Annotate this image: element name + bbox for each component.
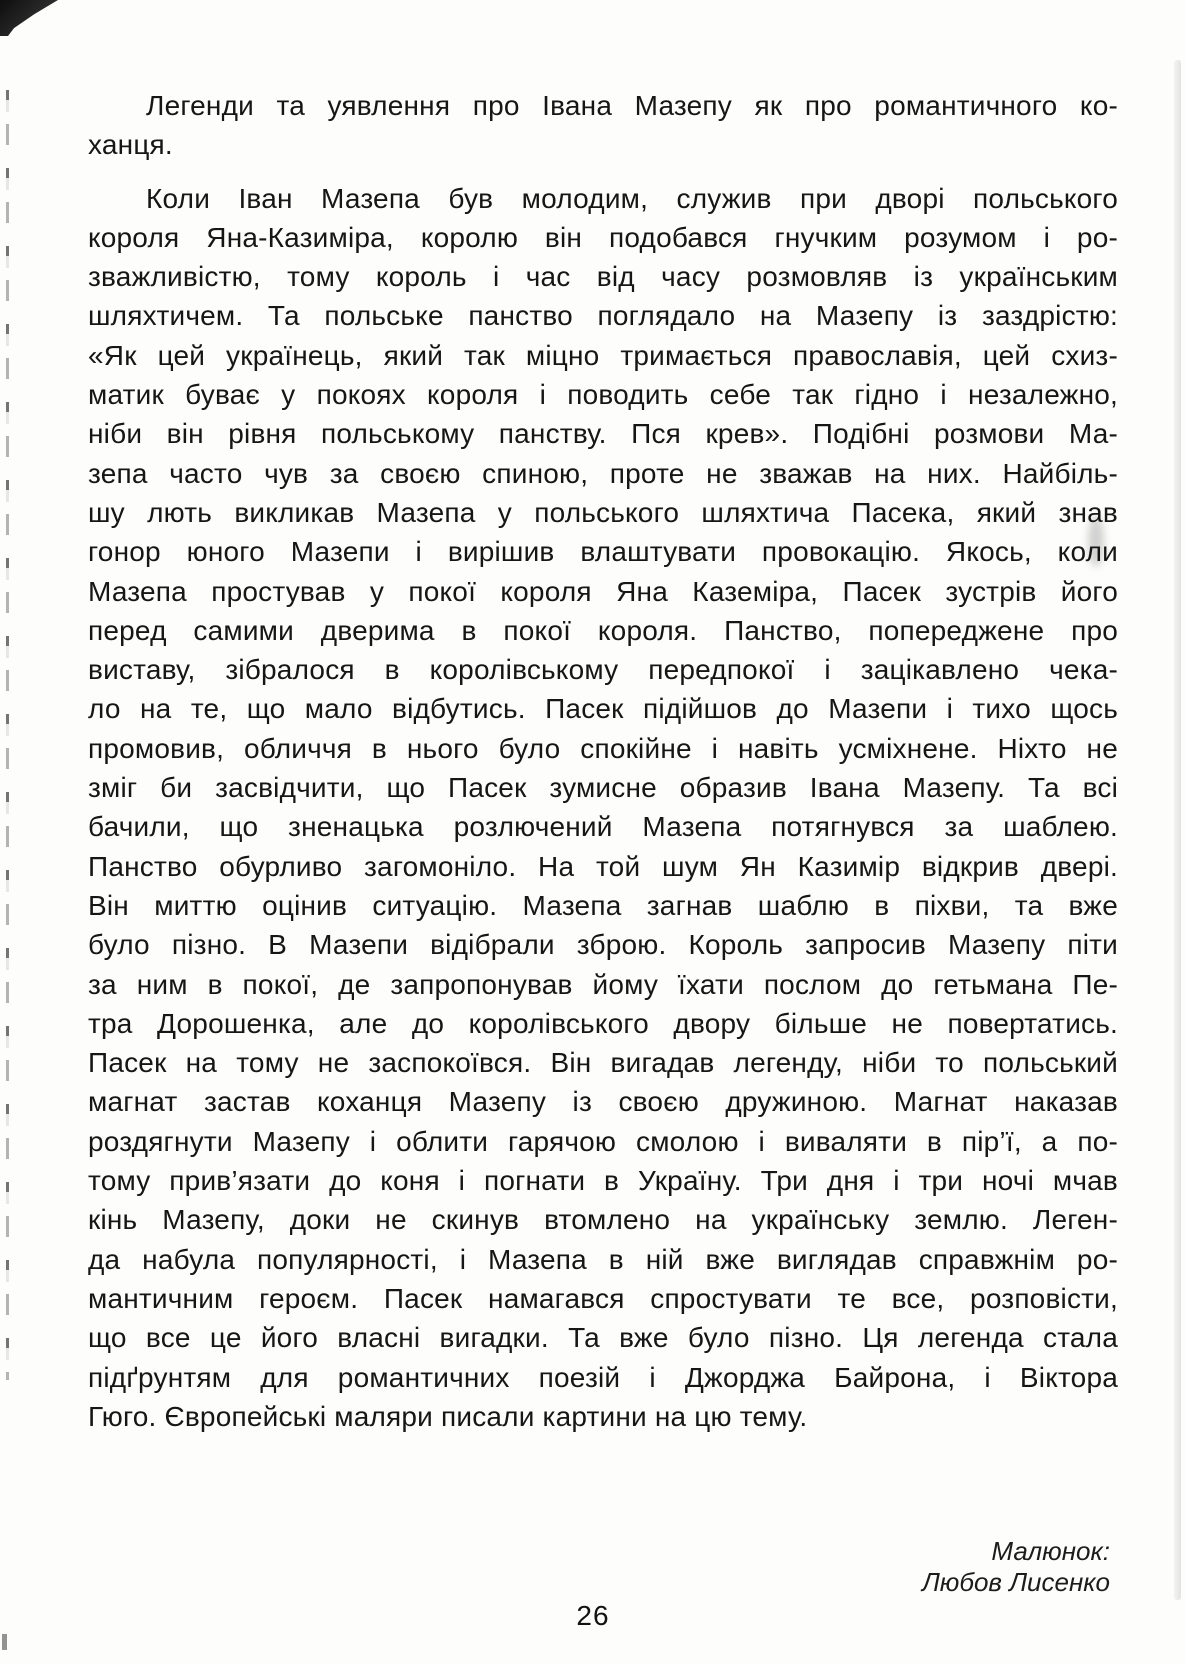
text-line: Мазепа простував у покої короля Яна Каземіра, Пасек зустрів його bbox=[88, 575, 1118, 607]
text-line: мантичним героєм. Пасек намагався спростувати те все, розповісти, bbox=[88, 1282, 1118, 1314]
page-number: 26 bbox=[576, 1600, 610, 1631]
text-line: ханця. bbox=[88, 129, 173, 161]
text-line: зважливістю, тому король і час від часу розмовляв із українським bbox=[88, 261, 1118, 293]
text-line: роздягнути Мазепу і облити гарячою смолою і виваляти в пір’ї, а по- bbox=[88, 1125, 1118, 1157]
text-line: підґрунтям для романтичних поезій і Джорджа Байрона, і Віктора bbox=[88, 1361, 1118, 1393]
text-line: промовив, обличчя в нього було спокійне і навіть усміхнене. Ніхто не bbox=[88, 732, 1118, 764]
text-line: кінь Мазепу, доки не скинув втомлено на українську землю. Леген- bbox=[88, 1204, 1118, 1236]
text-line: Гюго. Європейські маляри писали картини на цю тему. bbox=[88, 1400, 808, 1432]
credit-name: Любов Лисенко bbox=[921, 1567, 1110, 1597]
text-line: виставу, зібралося в королівському передпокої і зацікавлено чека- bbox=[88, 654, 1118, 686]
text-line: зміг би засвідчити, що Пасек зумисне образив Івана Мазепу. Та всі bbox=[88, 772, 1118, 804]
text-line: тра Дорошенка, але до королівського двору більше не повертатись. bbox=[88, 1007, 1118, 1039]
text-line: бачили, що зненацька розлючений Мазепа потягнувся за шаблею. bbox=[88, 811, 1118, 843]
text-line: за ним в покої, де запропонував йому їхати послом до гетьмана Пе- bbox=[88, 968, 1118, 1000]
text-line: шу лють викликав Мазепа у польського шляхтича Пасека, який знав bbox=[88, 496, 1118, 528]
text-line: зепа часто чув за своєю спиною, проте не зважав на них. Найбіль- bbox=[88, 457, 1118, 489]
illustration-credit bbox=[922, 1536, 1110, 1598]
scan-artifact-right-edge bbox=[1174, 60, 1181, 1600]
document-body bbox=[88, 86, 1118, 1436]
text-line: Панство обурливо загомоніло. На той шум Ян Казимір відкрив двері. bbox=[88, 850, 1118, 882]
text-line: ніби він рівня польському панству. Пся крев». Подібні розмови Ма- bbox=[88, 418, 1118, 450]
scan-artifact-left-edge bbox=[6, 90, 9, 1380]
text-line: матик буває у покоях короля і поводить себе так гідно і незалежно, bbox=[88, 379, 1118, 411]
paragraph bbox=[88, 179, 1118, 1437]
text-line: шляхтичем. Та польське панство поглядало на Мазепу із заздрістю: bbox=[88, 300, 1118, 332]
scan-artifact-tick bbox=[2, 1634, 7, 1650]
text-line: було пізно. В Мазепи відібрали зброю. Король запросив Мазепу піти bbox=[88, 929, 1118, 961]
text-line: Він миттю оцінив ситуацію. Мазепа загнав шаблю в піхви, та вже bbox=[88, 889, 1118, 921]
text-line: Легенди та уявлення про Івана Мазепу як про романтичного ко- bbox=[146, 90, 1118, 121]
scan-artifact-corner bbox=[0, 0, 60, 36]
text-line: тому прив’язати до коня і погнати в Україну. Три дня і три ночі мчав bbox=[88, 1165, 1118, 1197]
text-line: що все це його власні вигадки. Та вже було пізно. Ця легенда стала bbox=[88, 1322, 1118, 1354]
text-line: гонор юного Мазепи і вирішив влаштувати провокацію. Якось, коли bbox=[88, 536, 1118, 568]
text-line: короля Яна-Казиміра, королю він подобався гнучким розумом і ро- bbox=[88, 221, 1118, 253]
text-line: «Як цей українець, який так міцно тримається православія, цей схиз- bbox=[88, 339, 1118, 371]
text-line: перед самими дверима в покої короля. Панство, попереджене про bbox=[88, 614, 1118, 646]
text-line: магнат застав коханця Мазепу із своєю дружиною. Магнат наказав bbox=[88, 1086, 1118, 1118]
text-line: да набула популярності, і Мазепа в ній вже виглядав справжнім ро- bbox=[88, 1243, 1118, 1275]
paragraph bbox=[88, 86, 1118, 165]
text-line: Коли Іван Мазепа був молодим, служив при дворі польського bbox=[146, 182, 1118, 214]
text-line: Пасек на тому не заспокоївся. Він вигадав легенду, ніби то польський bbox=[88, 1047, 1118, 1079]
text-line: ло на те, що мало відбутись. Пасек підійшов до Мазепи і тихо щось bbox=[88, 693, 1118, 725]
credit-role: Малюнок: bbox=[991, 1536, 1110, 1566]
